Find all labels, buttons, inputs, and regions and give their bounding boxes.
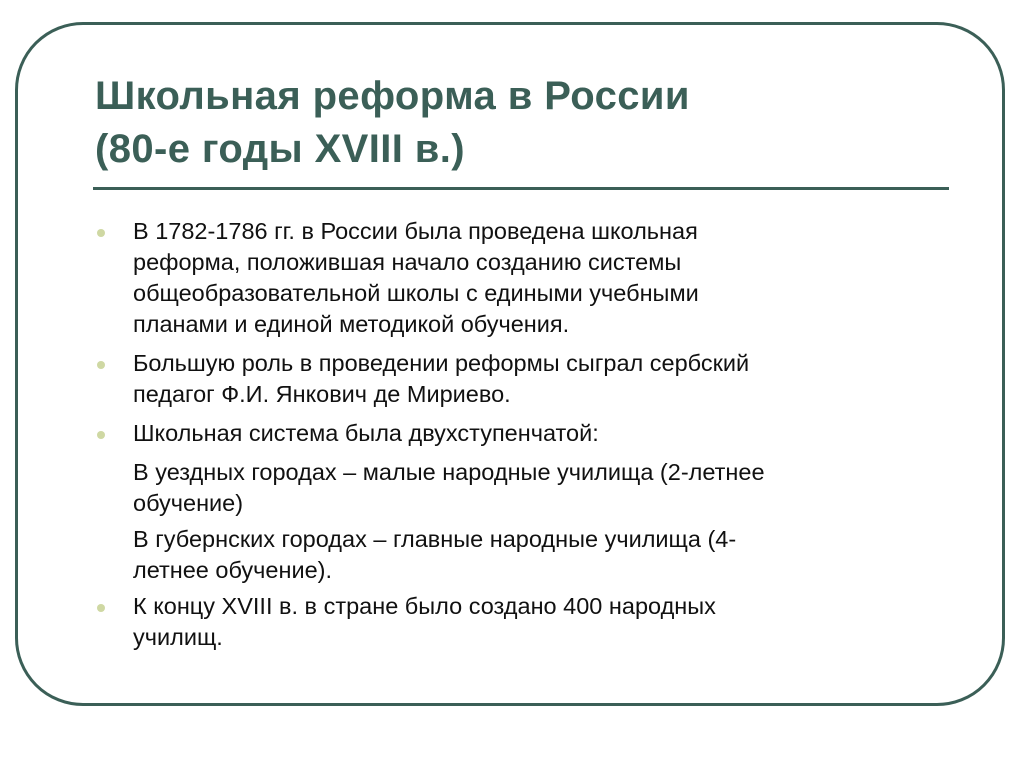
title-divider — [93, 187, 949, 190]
list-item — [93, 418, 913, 449]
list-item-line: К концу XVIII в. в стране было создано 400 народных — [133, 593, 716, 619]
list-item-line: реформа, положившая начало созданию системы — [133, 249, 682, 275]
list-item-line: В 1782-1786 гг. в России была проведена школьная — [133, 218, 698, 244]
bullet-dot-icon — [97, 604, 105, 612]
list-item-line: Школьная система была двухступенчатой: — [133, 420, 599, 446]
list-item-line: летнее обучение). — [133, 557, 333, 583]
list-item — [93, 591, 913, 653]
list-item-line: В уездных городах – малые народные училища (2-летнее — [133, 459, 765, 485]
list-item-line: Большую роль в проведении реформы сыграл сербский — [133, 350, 750, 376]
slide-title-line: (80-е годы XVIII в.) — [95, 127, 466, 171]
slide-title — [95, 70, 955, 176]
list-item-line: обучение) — [133, 490, 244, 516]
list-item-line: планами и единой методикой обучения. — [133, 311, 570, 337]
slide-body — [93, 216, 913, 661]
slide-title-line: Школьная реформа в России — [95, 74, 690, 118]
bullet-dot-icon — [97, 361, 105, 369]
list-item — [93, 216, 913, 340]
sub-list-item — [93, 524, 913, 586]
bullet-dot-icon — [97, 431, 105, 439]
sub-list-item — [93, 457, 913, 519]
list-item-line: В губернских городах – главные народные училища (4- — [133, 526, 737, 552]
bullet-dot-icon — [97, 229, 105, 237]
list-item-line: общеобразовательной школы с едиными учебными — [133, 280, 699, 306]
list-item-line: училищ. — [133, 624, 223, 650]
list-item-line: педагог Ф.И. Янкович де Мириево. — [133, 381, 511, 407]
list-item — [93, 348, 913, 410]
